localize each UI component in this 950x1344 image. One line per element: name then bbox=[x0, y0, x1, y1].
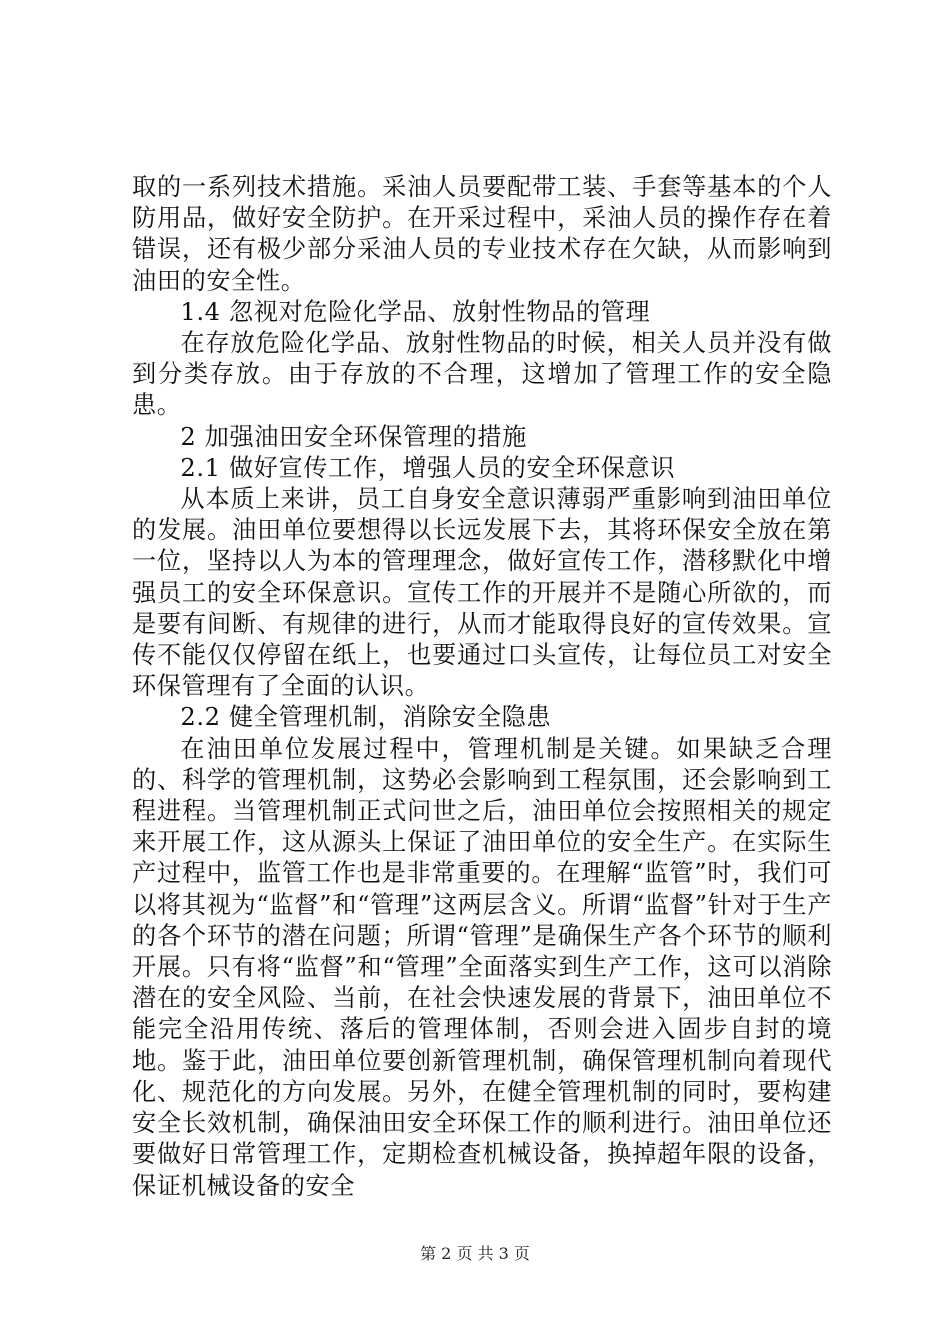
document-body bbox=[132, 172, 832, 1202]
paragraph-management: 在油田单位发展过程中，管理机制是关键。如果缺乏合理的、科学的管理机制，这势必会影响到工程氛围，还会影响到工程进程。当管理机制正式问世之后，油田单位会按照相关的规定来开展工作，这从源头上保证了油田单位的安全生产。在实际生产过程中，监管工作也是非常重要的。在理解“监管”时，我们可以将其视为“监督”和“管理”这两层含义。所谓“监督”针对于生产的各个环节的潜在问题；所谓“管理”是确保生产各个环节的顺利开展。只有将“监督”和“管理”全面落实到生产工作，这可以消除潜在的安全风险、当前，在社会快速发展的背景下，油田单位不能完全沿用传统、落后的管理体制，否则会进入固步自封的境地。鉴于此，油田单位要创新管理机制，确保管理机制向着现代化、规范化的方向发展。另外，在健全管理机制的同时，要构建安全长效机制，确保油田安全环保工作的顺利进行。油田单位还要做好日常管理工作，定期检查机械设备，换掉超年限的设备，保证机械设备的安全 bbox=[132, 734, 832, 1200]
section-heading-2-2: 2.2 健全管理机制，消除安全隐患 bbox=[180, 703, 552, 732]
page-number-label: 第 2 页 共 3 页 bbox=[420, 1244, 530, 1263]
section-heading-2-1: 2.1 做好宣传工作，增强人员的安全环保意识 bbox=[180, 453, 676, 482]
section-heading-2: 2 加强油田安全环保管理的措施 bbox=[180, 422, 527, 451]
paragraph-publicity: 从本质上来讲，员工自身安全意识薄弱严重影响到油田单位的发展。油田单位要想得以长远发展下去，其将环保安全放在第一位，坚持以人为本的管理理念，做好宣传工作，潜移默化中增强员工的安全环保意识。宣传工作的开展并不是随心所欲的，而是要有间断、有规律的进行，从而才能取得良好的宣传效果。宣传不能仅仅停留在纸上，也要通过口头宣传，让每位员工对安全环保管理有了全面的认识。 bbox=[132, 485, 832, 701]
section-heading-1-4: 1.4 忽视对危险化学品、放射性物品的管理 bbox=[180, 297, 651, 326]
paragraph-storage: 在存放危险化学品、放射性物品的时候，相关人员并没有做到分类存放。由于存放的不合理，这增加了管理工作的安全隐患。 bbox=[132, 329, 832, 420]
page-footer bbox=[0, 1244, 950, 1264]
paragraph-continued: 取的一系列技术措施。采油人员要配带工装、手套等基本的个人防用品，做好安全防护。在开采过程中，采油人员的操作存在着错误，还有极少部分采油人员的专业技术存在欠缺，从而影响到油田的安全性。 bbox=[132, 173, 832, 295]
